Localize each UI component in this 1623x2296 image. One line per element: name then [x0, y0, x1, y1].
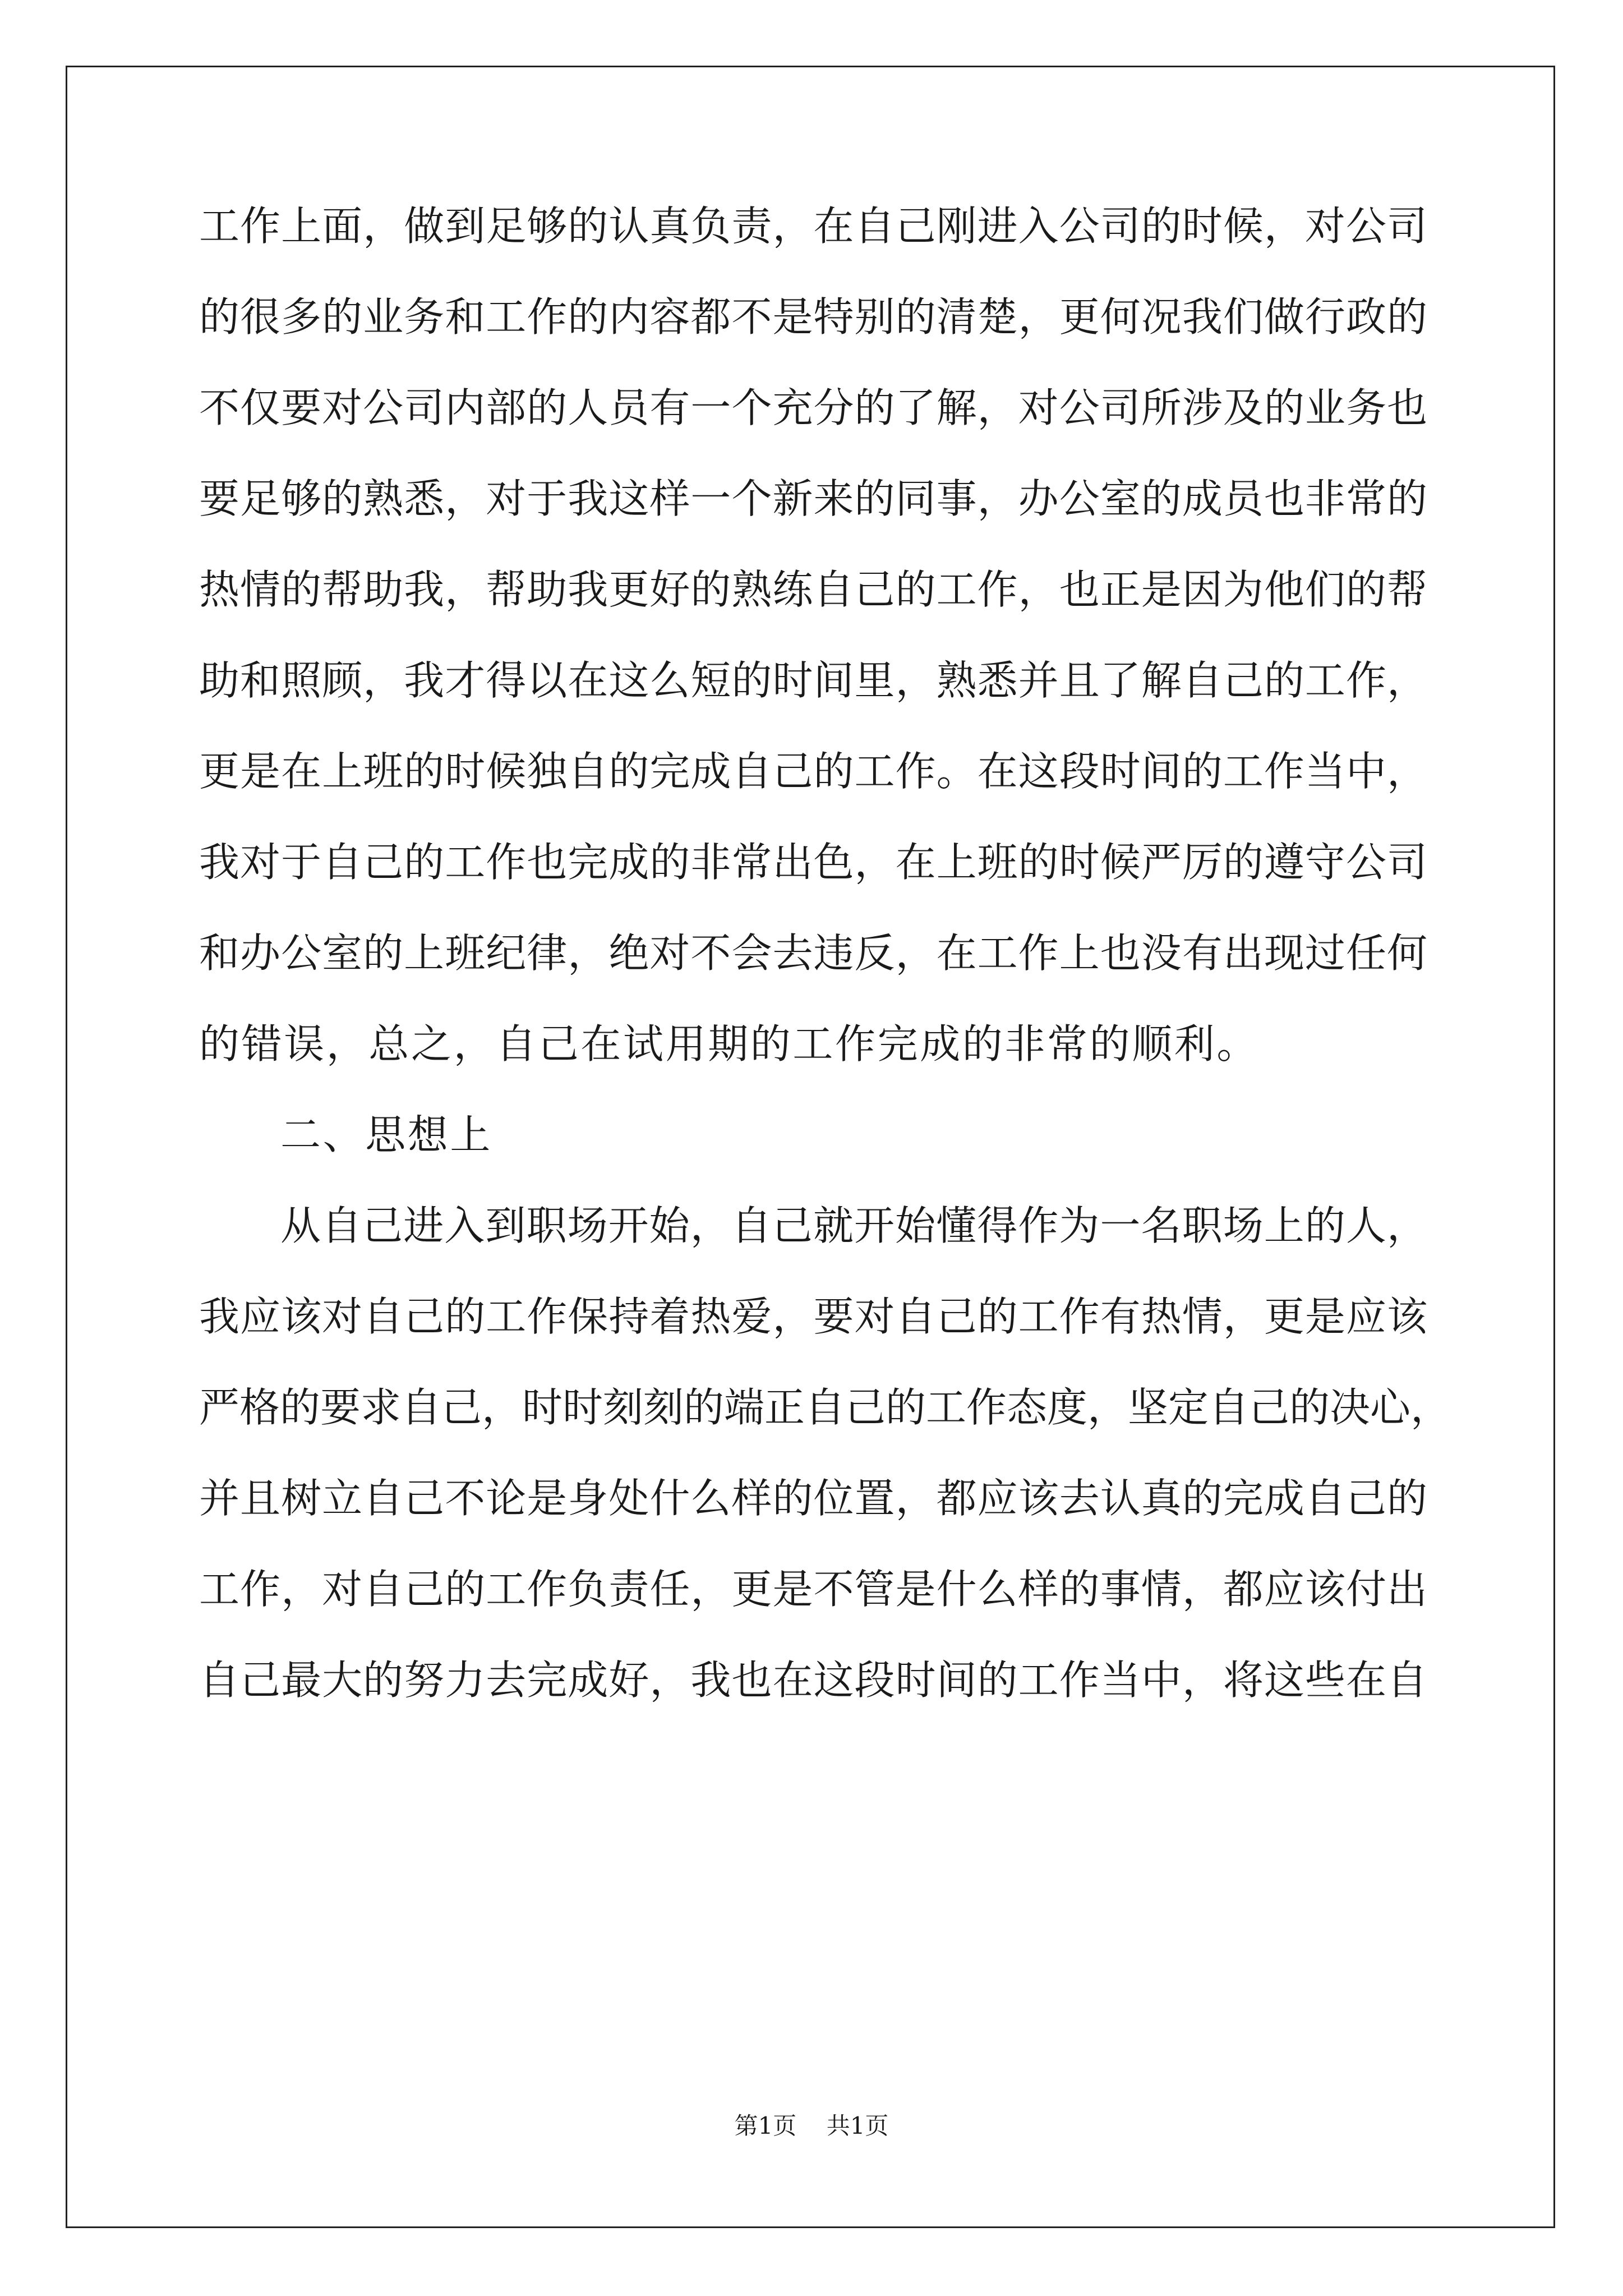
paragraph-line: 不仅要对公司内部的人员有一个充分的了解，对公司所涉及的业务也 — [199, 384, 1427, 431]
paragraph-line: 的很多的业务和工作的内容都不是特别的清楚，更何况我们做行政的 — [199, 293, 1427, 341]
paragraph-line: 的错误，总之，自己在试用期的工作完成的非常的顺利。 — [199, 1020, 1260, 1068]
paragraph-line: 严格的要求自己，时时刻刻的端正自己的工作态度，坚定自己的决心， — [199, 1384, 1451, 1431]
total-pages: 共1页 — [826, 2112, 889, 2139]
page-footer — [0, 2109, 1623, 2143]
paragraph-line: 从自己进入到职场开始，自己就开始懂得作为一名职场上的人， — [280, 1202, 1427, 1249]
paragraph-line: 更是在上班的时候独自的完成自己的工作。在这段时间的工作当中， — [199, 748, 1427, 795]
paragraph-line: 和办公室的上班纪律，绝对不会去违反，在工作上也没有出现过任何 — [199, 930, 1427, 977]
paragraph-line: 要足够的熟悉，对于我这样一个新来的同事，办公室的成员也非常的 — [199, 475, 1427, 522]
page-number: 第1页 — [734, 2112, 797, 2139]
paragraph-line: 工作上面，做到足够的认真负责，在自己刚进入公司的时候，对公司 — [199, 203, 1427, 250]
paragraph-line: 我对于自己的工作也完成的非常出色，在上班的时候严厉的遵守公司 — [199, 839, 1427, 886]
paragraph-line: 助和照顾，我才得以在这么短的时间里，熟悉并且了解自己的工作， — [199, 657, 1427, 704]
paragraph-line: 工作，对自己的工作负责任，更是不管是什么样的事情，都应该付出 — [199, 1566, 1427, 1613]
paragraph-line: 我应该对自己的工作保持着热爱，要对自己的工作有热情，更是应该 — [199, 1293, 1427, 1340]
section-heading: 二、思想上 — [280, 1111, 493, 1158]
paragraph-line: 并且树立自己不论是身处什么样的位置，都应该去认真的完成自己的 — [199, 1475, 1427, 1522]
paragraph-line: 自己最大的努力去完成好，我也在这段时间的工作当中，将这些在自 — [199, 1657, 1427, 1704]
paragraph-line: 热情的帮助我，帮助我更好的熟练自己的工作，也正是因为他们的帮 — [199, 566, 1427, 613]
